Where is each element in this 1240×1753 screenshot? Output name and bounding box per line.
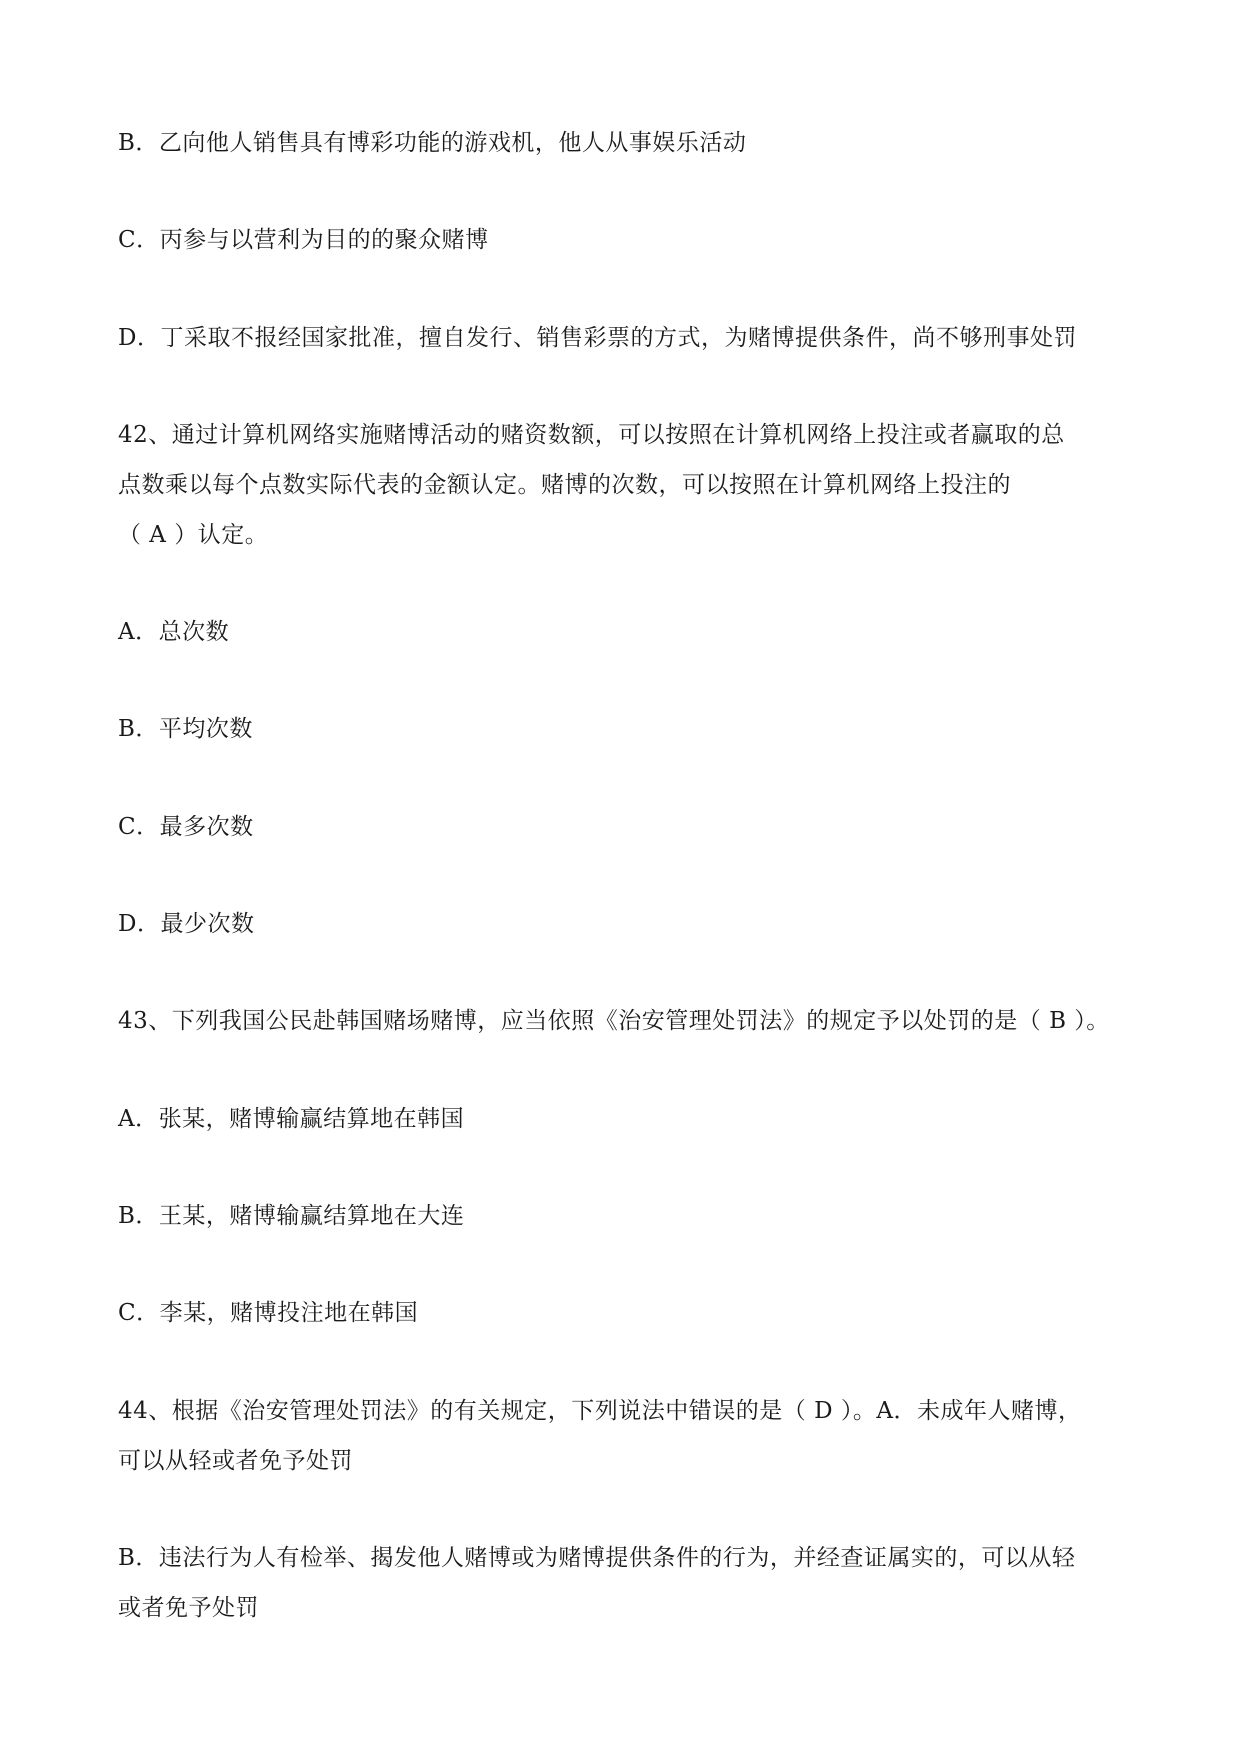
question-44-line-1: 44、根据《治安管理处罚法》的有关规定，下列说法中错误的是（ D ）。A．未成年人赌博， (118, 1398, 1082, 1424)
option-43-c: C．李某，赌博投注地在韩国 (118, 1300, 419, 1326)
option-44-b-line-2: 或者免予处罚 (118, 1595, 259, 1621)
question-42-line-2: 点数乘以每个点数实际代表的金额认定。赌博的次数，可以按照在计算机网络上投注的 (118, 472, 1011, 498)
question-44-line-2: 可以从轻或者免予处罚 (118, 1448, 353, 1474)
option-42-b: B．平均次数 (118, 716, 253, 742)
option-44-b-line-1: B．违法行为人有检举、揭发他人赌博或为赌博提供条件的行为，并经查证属实的，可以从轻 (118, 1545, 1076, 1571)
question-42-line-1: 42、通过计算机网络实施赌博活动的赌资数额，可以按照在计算机网络上投注或者赢取的总 (118, 422, 1065, 448)
option-41-c: C．丙参与以营利为目的的聚众赌博 (118, 227, 489, 253)
option-42-c: C．最多次数 (118, 814, 254, 840)
option-41-d: D．丁采取不报经国家批准，擅自发行、销售彩票的方式，为赌博提供条件，尚不够刑事处罚 (118, 325, 1077, 351)
option-41-b: B．乙向他人销售具有博彩功能的游戏机，他人从事娱乐活动 (118, 130, 747, 156)
question-42-line-3: （ A ）认定。 (118, 522, 269, 548)
option-42-a: A．总次数 (118, 619, 230, 645)
question-43: 43、下列我国公民赴韩国赌场赌博，应当依照《治安管理处罚法》的规定予以处罚的是（ B ）。 (118, 1008, 1110, 1034)
option-43-b: B．王某，赌博输赢结算地在大连 (118, 1203, 465, 1229)
option-42-d: D．最少次数 (118, 911, 255, 937)
option-43-a: A．张某，赌博输赢结算地在韩国 (118, 1106, 465, 1132)
